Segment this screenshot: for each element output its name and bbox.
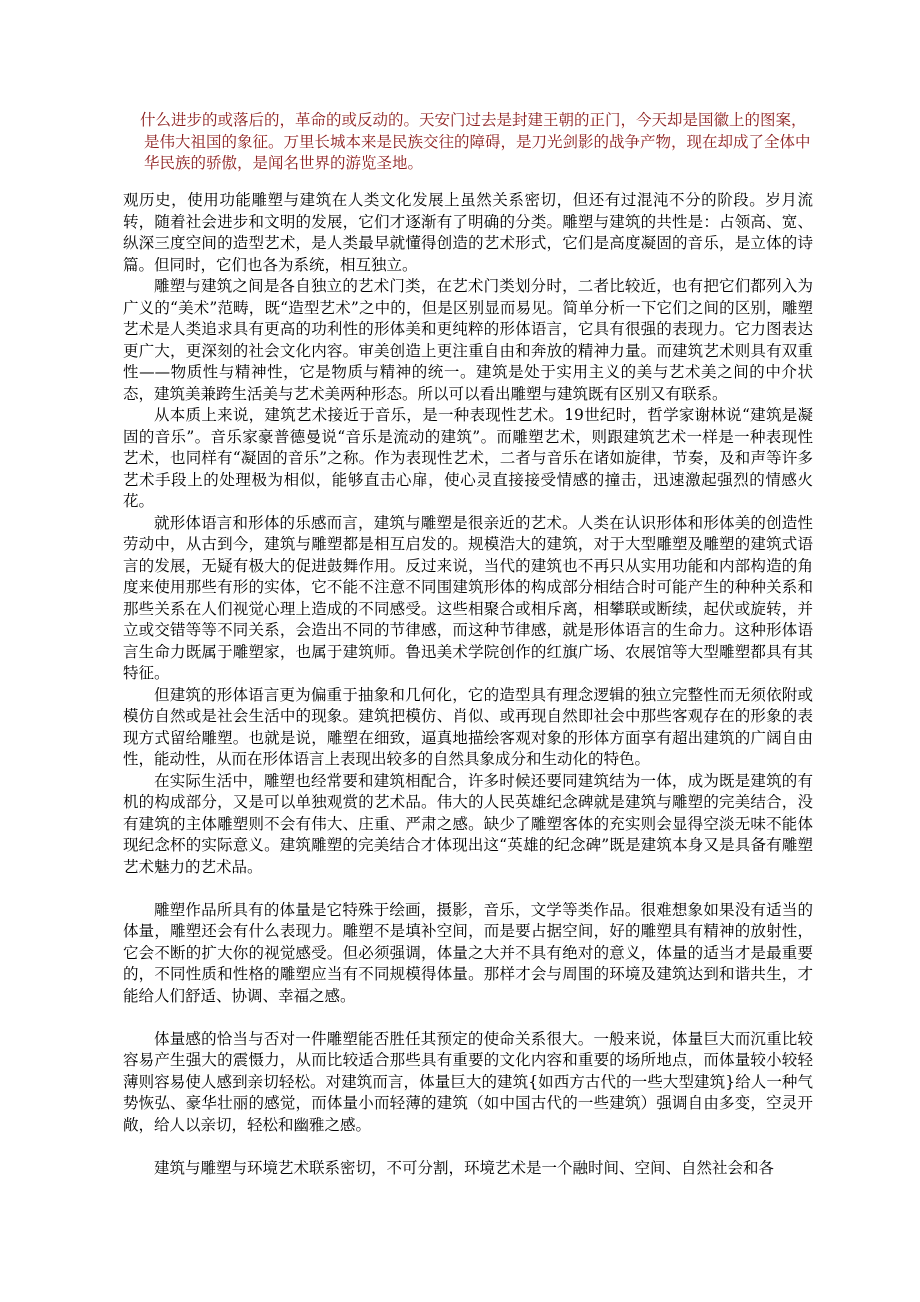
- paragraph-environment: 建筑与雕塑与环境艺术联系密切，不可分割，环境艺术是一个融时间、空间、自然社会和各: [154, 1158, 775, 1177]
- paragraph-distinction: 雕塑与建筑之间是各自独立的艺术门类，在艺术门类划分时，二者比较近，也有把它们都列入为广义的“美术”范畴，既“造型艺术”之中的，但是区别显而易见。简单分析一下它们之间的区别，雕塑艺术是人类追求具有更高的功利性的形体美和更纯粹的形体语言，它具有很强的表现力。它力图表达更广大，更深刻的社会文化内容。审美创造上更注重自由和奔放的精神力量。而建筑艺术则具有双重性——物质性与精神性，它是物质与精神的统一。建筑是处于实用主义的美与艺术美之间的中介状态，建筑美兼跨生活美与艺术美两种形态。所以可以看出雕塑与建筑既有区别又有联系。: [123, 277, 813, 403]
- paragraph-volume: 雕塑作品所具有的体量是它特殊于绘画，摄影，音乐，文学等类作品。很难想象如果没有适当的体量，雕塑还会有什么表现力。雕塑不是填补空间，而是要占据空间，好的雕塑具有精神的放射性，它会不断的扩大你的视觉感受。但必须强调，体量之大并不具有绝对的意义，体量的适当才是最重要的，不同性质和性格的雕塑应当有不同规模得体量。那样才会与周围的环境及建筑达到和谐共生，才能给人们舒适、协调、幸福之感。: [123, 900, 813, 1005]
- paragraph-abstraction: 但建筑的形体语言更为偏重于抽象和几何化，它的造型具有理念逻辑的独立完整性而无须依附或模仿自然或是社会生活中的现象。建筑把模仿、肖似、或再现自然即社会中那些客观存在的形象的表现方式留给雕塑。也就是说，雕塑在细致，逼真地描绘客观对象的形体方面享有超出建筑的广阔自由性，能动性，从而在形体语言上表现出较多的自然具象成分和生动化的特色。: [123, 685, 813, 768]
- paragraph-spacer: [123, 878, 813, 900]
- paragraph-spacer: [123, 1007, 813, 1029]
- document-body: [123, 190, 813, 1179]
- paragraph-music: 从本质上来说，建筑艺术接近于音乐，是一种表现性艺术。19世纪时，哲学家谢林说“建筑是凝固的音乐”。音乐家豪普德曼说“音乐是流动的建筑”。而雕塑艺术，则跟建筑艺术一样是一种表现性艺术，也同样有“凝固的音乐”之称。作为表现性艺术，二者与音乐在诸如旋律，节奏，及和声等许多艺术手段上的处理极为相似，能够直击心扉，使心灵直接接受情感的撞击，迅速激起强烈的情感火花。: [123, 406, 813, 510]
- paragraph-volume-sense: 体量感的恰当与否对一件雕塑能否胜任其预定的使命关系很大。一般来说，体量巨大而沉重比较容易产生强大的震慑力，从而比较适合那些具有重要的文化内容和重要的场所地点，而体量较小较轻薄则容易使人感到亲切轻松。对建筑而言，体量巨大的建筑{如西方古代的一些大型建筑}给人一种气势恢弘、豪华壮丽的感觉，而体量小而轻薄的建筑（如中国古代的一些建筑）强调自由多变，空灵开敞，给人以亲切，轻松和幽雅之感。: [123, 1029, 813, 1134]
- paragraph-history: 观历史，使用功能雕塑与建筑在人类文化发展上虽然关系密切，但还有过混沌不分的阶段。岁月流转，随着社会进步和文明的发展，它们才逐渐有了明确的分类。雕塑与建筑的共性是：占领高、宽、纵深三度空间的造型艺术，是人类最早就懂得创造的艺术形式，它们是高度凝固的音乐，是立体的诗篇。但同时，它们也各为系统，相互独立。: [123, 191, 813, 274]
- paragraph-form-language: 就形体语言和形体的乐感而言，建筑与雕塑是很亲近的艺术。人类在认识形体和形体美的创造性劳动中，从古到今，建筑与雕塑都是相互启发的。规模浩大的建筑，对于大型雕塑及雕塑的建筑式语言的发展，无疑有极大的促进鼓舞作用。反过来说，当代的建筑也不再只从实用功能和内部构造的角度来使用那些有形的实体，它不能不注意不同围建筑形体的构成部分相结合时可能产生的种种关系和那些关系在人们视觉心理上造成的不同感受。这些相聚合或相斥离，相攀联或断续，起伏或旋转，并立或交错等等不同关系，会造出不同的节律感，而这种节律感，就是形体语言的生命力。这种形体语言生命力既属于雕塑家，也属于建筑师。鲁迅美术学院创作的红旗广场、农展馆等大型雕塑都具有其特征。: [123, 513, 813, 682]
- paragraph-spacer: [123, 1136, 813, 1158]
- quoted-passage: 什么进步的或落后的，革命的或反动的。天安门过去是封建王朝的正门，今天却是国徽上的图案，是伟大祖国的象征。万里长城本来是民族交往的障碍，是刀光剑影的战争产物，现在却成了全体中华民族的骄傲，是闻名世界的游览圣地。: [140, 111, 811, 172]
- paragraph-monument: 在实际生活中，雕塑也经常要和建筑相配合，许多时候还要同建筑结为一体，成为既是建筑的有机的构成部分，又是可以单独观赏的艺术品。伟大的人民英雄纪念碑就是建筑与雕塑的完美结合，没有建筑的主体雕塑则不会有伟大、庄重、严肃之感。缺少了雕塑客体的充实则会显得空淡无味不能体现纪念杯的实际意义。建筑雕塑的完美结合才体现出这“英雄的纪念碑”既是建筑本身又是具备有雕塑艺术魅力的艺术品。: [123, 771, 813, 876]
